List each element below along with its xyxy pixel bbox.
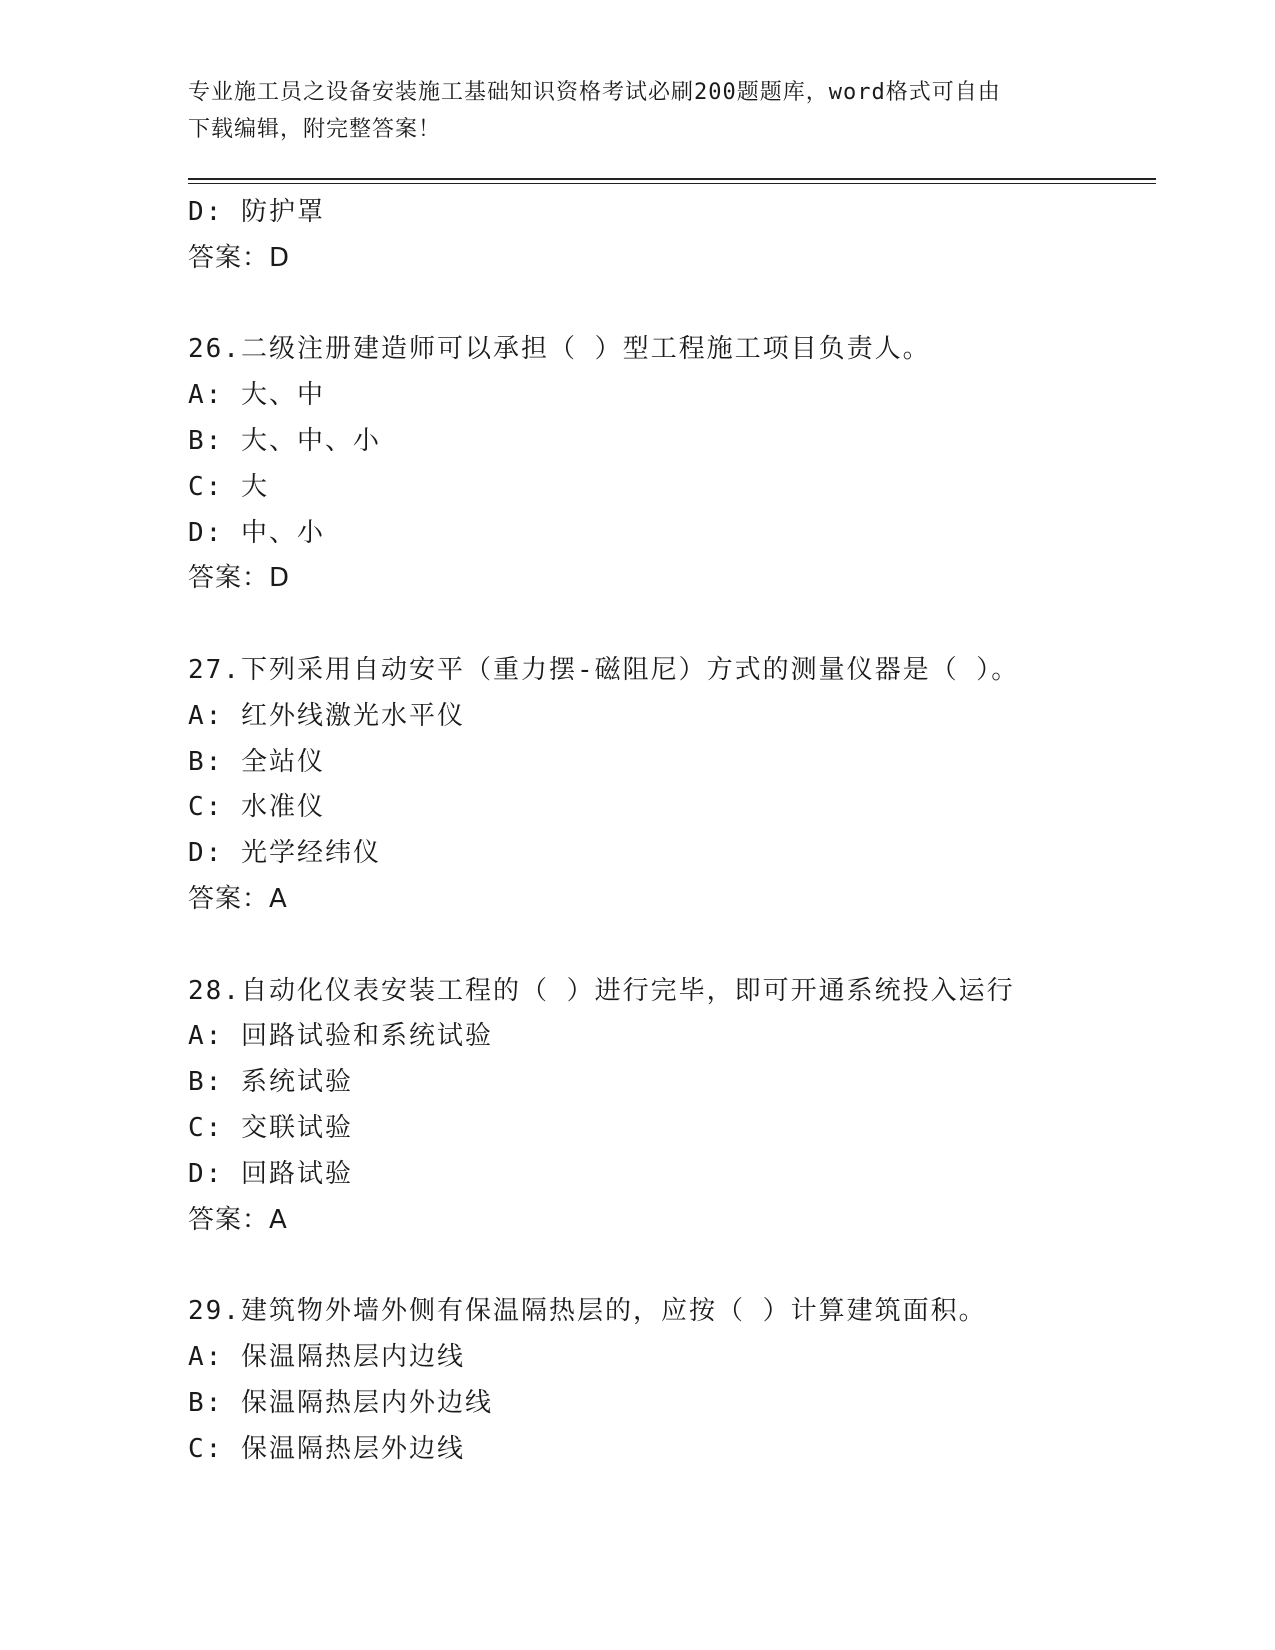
spacer <box>188 282 1156 328</box>
option-c: C: 水准仪 <box>188 792 325 823</box>
option-c: C: 保温隔热层外边线 <box>188 1433 465 1464</box>
question-text: 27.下列采用自动安平（重力摆-磁阻尼）方式的测量仪器是（ ）。 <box>188 654 1020 685</box>
answer: 答案：A <box>188 883 288 914</box>
answer: 答案：D <box>188 242 291 273</box>
option-b: B: 系统试验 <box>188 1067 353 1098</box>
option-d: D: 中、小 <box>188 517 325 548</box>
header-line-2: 下载编辑，附完整答案！ <box>188 117 442 142</box>
option-d: D: 防护罩 <box>188 197 325 227</box>
question-block-28 <box>188 969 1156 1244</box>
spacer <box>188 1243 1156 1289</box>
option-c: C: 大 <box>188 471 269 502</box>
option-c: C: 交联试验 <box>188 1112 353 1143</box>
question-text: 28.自动化仪表安装工程的（ ）进行完毕，即可开通系统投入运行 <box>188 975 1015 1006</box>
header-divider <box>188 178 1156 184</box>
question-text: 26.二级注册建造师可以承担（ ）型工程施工项目负责人。 <box>188 334 931 365</box>
answer: 答案：D <box>188 563 291 594</box>
option-a: A: 保温隔热层内边线 <box>188 1341 465 1372</box>
question-block-26 <box>188 327 1156 602</box>
document-header <box>188 74 1068 148</box>
question-block-27 <box>188 648 1156 923</box>
option-d: D: 回路试验 <box>188 1158 353 1189</box>
option-b: B: 大、中、小 <box>188 425 381 456</box>
question-list <box>188 190 1156 1472</box>
spacer <box>188 923 1156 969</box>
header-line-1: 专业施工员之设备安装施工基础知识资格考试必刷200题题库，word格式可自由 <box>188 80 1001 105</box>
option-a: A: 大、中 <box>188 380 325 411</box>
question-text: 29.建筑物外墙外侧有保温隔热层的，应按（ ）计算建筑面积。 <box>188 1296 987 1327</box>
answer: 答案：A <box>188 1204 288 1235</box>
option-b: B: 全站仪 <box>188 746 325 777</box>
spacer <box>188 602 1156 648</box>
option-b: B: 保温隔热层内外边线 <box>188 1387 493 1418</box>
question-block-29 <box>188 1289 1156 1472</box>
option-d: D: 光学经纬仪 <box>188 838 381 869</box>
option-a: A: 回路试验和系统试验 <box>188 1021 493 1052</box>
option-a: A: 红外线激光水平仪 <box>188 700 465 731</box>
